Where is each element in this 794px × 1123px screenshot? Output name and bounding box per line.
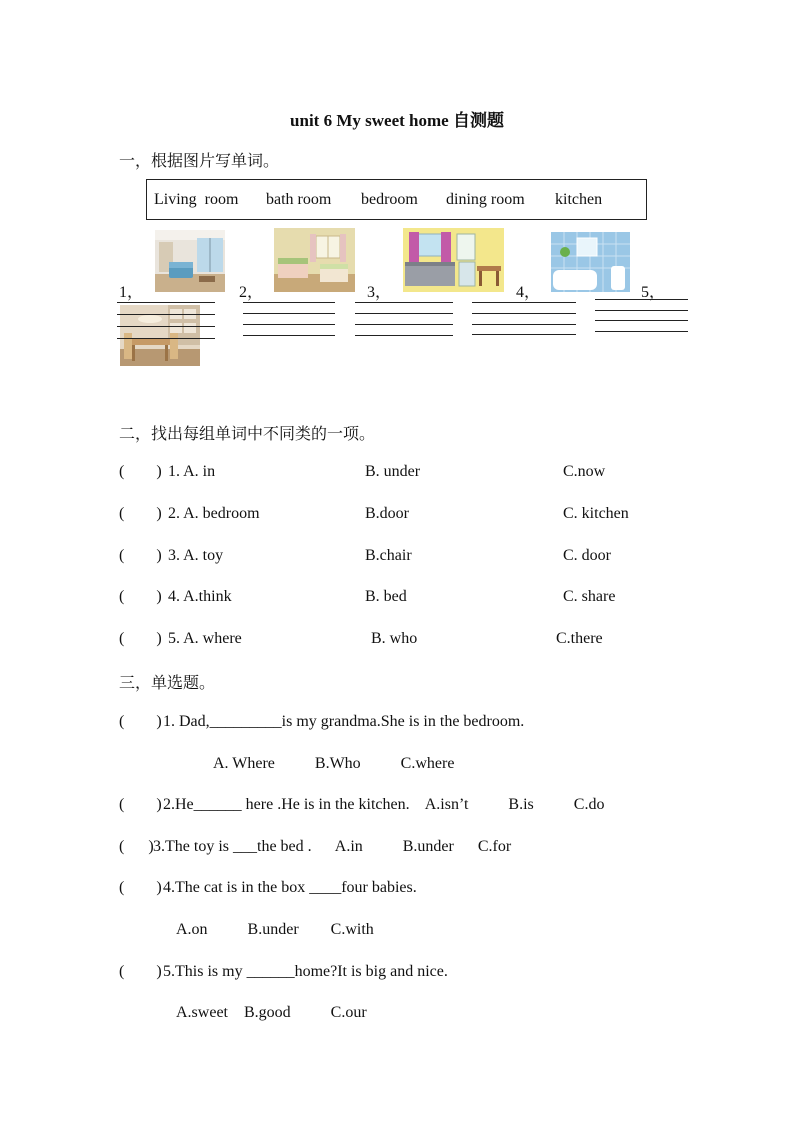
bedroom-picture: [274, 228, 355, 292]
option-c: C. door: [563, 547, 611, 564]
question-text: 5.This is my ______home?It is big and nice.: [163, 963, 448, 980]
section3-heading: 三，单选题。: [119, 675, 216, 692]
question-text: 2.He______ here .He is in the kitchen. A.isn’t B.is C.do: [163, 796, 605, 813]
option-a: 2. A. bedroom: [168, 505, 260, 522]
answer-paren[interactable]: ( ): [119, 588, 162, 605]
item-number: 5，: [641, 284, 666, 301]
option-c: C. kitchen: [563, 505, 629, 522]
item-number: 2，: [239, 284, 264, 301]
word-bank-word: kitchen: [555, 191, 603, 208]
question-text: 4.The cat is in the box ____four babies.: [163, 879, 417, 896]
word-bank-word: dining room: [446, 191, 525, 208]
answer-paren[interactable]: ( ): [119, 713, 162, 730]
answer-paren[interactable]: ( ): [119, 505, 162, 522]
answer-paren[interactable]: ( ): [119, 838, 154, 855]
living-room-picture: [155, 230, 225, 292]
option-c: C. share: [563, 588, 616, 605]
option-b: B. bed: [365, 588, 407, 605]
answer-paren[interactable]: ( ): [119, 463, 162, 480]
option-a: 3. A. toy: [168, 547, 224, 564]
word-bank-word: Living room: [154, 191, 239, 208]
question-text: 1. Dad,_________is my grandma.She is in the bedroom.: [163, 713, 525, 730]
item-number: 3，: [367, 284, 392, 301]
option-a: 5. A. where: [168, 630, 242, 647]
question-options: A.sweet B.good C.our: [176, 1004, 367, 1021]
option-a: 4. A.think: [168, 588, 232, 605]
section1-heading: 一，根据图片写单词。: [119, 153, 280, 170]
option-c: C.there: [556, 630, 603, 647]
section2-heading: 二，找出每组单词中不同类的一项。: [119, 426, 376, 443]
question-options: A.on B.under C.with: [176, 921, 374, 938]
question-text: 3.The toy is ___the bed . A.in B.under C.for: [153, 838, 512, 855]
answer-paren[interactable]: ( ): [119, 547, 162, 564]
option-c: C.now: [563, 463, 606, 480]
bathroom-picture: [551, 232, 630, 292]
answer-paren[interactable]: ( ): [119, 796, 162, 813]
word-bank-word: bath room: [266, 191, 332, 208]
option-a: 1. A. in: [168, 463, 216, 480]
answer-paren[interactable]: ( ): [119, 879, 162, 896]
page-title: unit 6 My sweet home 自测题: [290, 111, 504, 130]
kitchen-picture: [403, 228, 504, 292]
option-b: B. who: [371, 630, 418, 647]
word-bank-word: bedroom: [361, 191, 418, 208]
word-bank-box: [146, 179, 647, 220]
option-b: B.chair: [365, 547, 412, 564]
item-number: 1，: [119, 284, 144, 301]
answer-paren[interactable]: ( ): [119, 963, 162, 980]
answer-paren[interactable]: ( ): [119, 630, 162, 647]
item-number: 4，: [516, 284, 541, 301]
option-b: B. under: [365, 463, 421, 480]
question-options: A. Where B.Who C.where: [213, 755, 455, 772]
option-b: B.door: [365, 505, 409, 522]
